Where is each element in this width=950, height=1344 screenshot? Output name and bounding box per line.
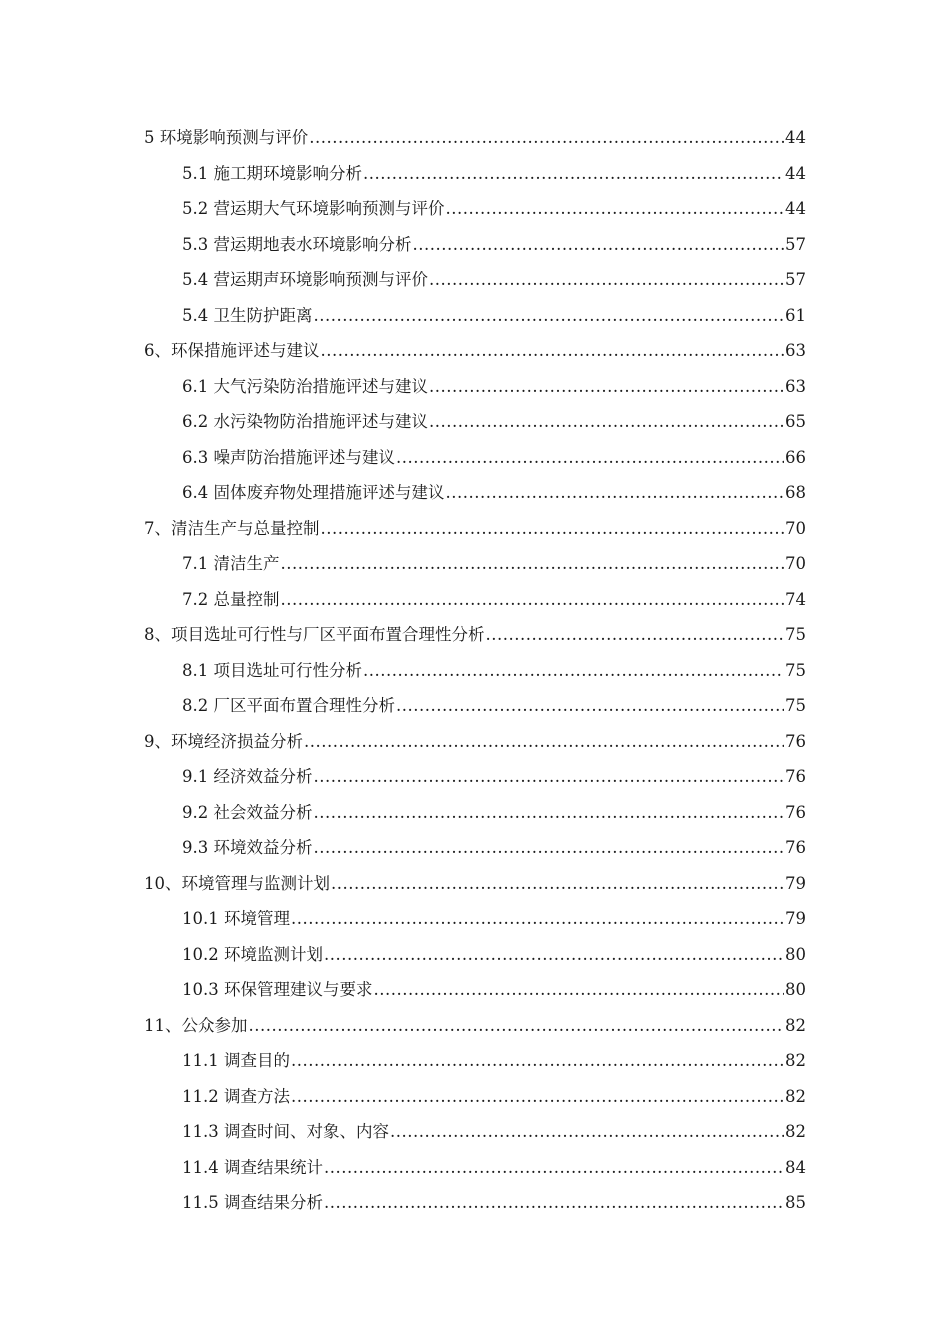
toc-entry-title: 9、环境经济损益分析 xyxy=(144,731,303,751)
toc-dot-leader xyxy=(396,440,784,476)
toc-entry-title: 5.4 营运期声环境影响预测与评价 xyxy=(182,270,428,289)
toc-entry-title: 6.3 噪声防治措施评述与建议 xyxy=(182,447,395,467)
toc-section-entry[interactable] xyxy=(144,1114,806,1150)
toc-entry-title: 11.2 调查方法 xyxy=(182,1086,290,1106)
toc-entry-title: 5.3 营运期地表水环境影响分析 xyxy=(182,234,412,254)
toc-dot-leader xyxy=(324,1185,784,1221)
toc-entry-title: 6.2 水污染物防治措施评述与建议 xyxy=(182,412,428,431)
toc-dot-leader xyxy=(486,617,785,653)
toc-dot-leader xyxy=(321,511,785,547)
toc-entry-title: 11.1 调查目的 xyxy=(182,1051,290,1070)
toc-entry-title: 8.2 厂区平面布置合理性分析 xyxy=(182,696,395,715)
toc-section-entry[interactable] xyxy=(144,369,806,405)
toc-dot-leader xyxy=(413,227,785,263)
toc-entry-title: 11、公众参加 xyxy=(144,1015,248,1035)
toc-dot-leader xyxy=(281,582,785,618)
toc-chapter-entry[interactable] xyxy=(144,866,806,902)
toc-dot-leader xyxy=(324,1150,784,1186)
toc-section-entry[interactable] xyxy=(144,582,806,618)
toc-dot-leader xyxy=(314,298,785,334)
toc-page-number: 82 xyxy=(785,1015,806,1035)
toc-page-number: 63 xyxy=(785,341,806,360)
toc-section-entry[interactable] xyxy=(144,404,806,440)
toc-entry-title: 7.2 总量控制 xyxy=(182,589,280,609)
toc-dot-leader xyxy=(321,333,785,369)
toc-dot-leader xyxy=(429,369,784,405)
toc-section-entry[interactable] xyxy=(144,191,806,227)
toc-dot-leader xyxy=(331,866,784,902)
toc-entry-title: 8、项目选址可行性与厂区平面布置合理性分析 xyxy=(144,625,485,644)
toc-page-number: 84 xyxy=(785,1157,806,1177)
toc-page-number: 61 xyxy=(785,305,806,325)
toc-entry-title: 10.1 环境管理 xyxy=(182,909,290,928)
toc-page-number: 82 xyxy=(785,1122,806,1141)
toc-page-number: 79 xyxy=(785,873,806,893)
toc-section-entry[interactable] xyxy=(144,759,806,795)
toc-page-number: 80 xyxy=(785,980,806,999)
toc-dot-leader xyxy=(446,475,785,511)
toc-page-number: 76 xyxy=(785,731,806,751)
toc-chapter-entry[interactable] xyxy=(144,511,806,547)
toc-section-entry[interactable] xyxy=(144,475,806,511)
toc-entry-title: 10.2 环境监测计划 xyxy=(182,944,323,964)
toc-section-entry[interactable] xyxy=(144,262,806,298)
table-of-contents xyxy=(144,120,806,1221)
toc-dot-leader xyxy=(324,937,784,973)
toc-section-entry[interactable] xyxy=(144,440,806,476)
toc-page-number: 75 xyxy=(785,660,806,680)
toc-dot-leader xyxy=(304,724,784,760)
toc-page-number: 68 xyxy=(785,483,806,502)
toc-section-entry[interactable] xyxy=(144,795,806,831)
toc-page-number: 70 xyxy=(785,554,806,573)
toc-dot-leader xyxy=(396,688,784,724)
toc-dot-leader xyxy=(314,795,785,831)
toc-page-number: 75 xyxy=(785,625,806,644)
toc-entry-title: 6、环保措施评述与建议 xyxy=(144,341,320,360)
toc-page-number: 44 xyxy=(785,163,806,183)
toc-page-number: 82 xyxy=(785,1051,806,1070)
toc-section-entry[interactable] xyxy=(144,937,806,973)
toc-dot-leader xyxy=(291,901,784,937)
toc-section-entry[interactable] xyxy=(144,1043,806,1079)
toc-entry-title: 7、清洁生产与总量控制 xyxy=(144,518,320,538)
toc-entry-title: 5.2 营运期大气环境影响预测与评价 xyxy=(182,199,445,218)
toc-page-number: 79 xyxy=(785,909,806,928)
toc-section-entry[interactable] xyxy=(144,1079,806,1115)
toc-page-number: 44 xyxy=(785,199,806,218)
toc-page-number: 57 xyxy=(785,234,806,254)
toc-page-number: 82 xyxy=(785,1086,806,1106)
toc-section-entry[interactable] xyxy=(144,227,806,263)
toc-dot-leader xyxy=(314,759,785,795)
toc-entry-title: 9.3 环境效益分析 xyxy=(182,838,313,857)
toc-entry-title: 11.5 调查结果分析 xyxy=(182,1193,323,1212)
toc-dot-leader xyxy=(363,156,784,192)
toc-dot-leader xyxy=(429,262,784,298)
toc-entry-title: 5.1 施工期环境影响分析 xyxy=(182,163,362,183)
toc-section-entry[interactable] xyxy=(144,546,806,582)
toc-entry-title: 5.4 卫生防护距离 xyxy=(182,305,313,325)
toc-page-number: 66 xyxy=(785,447,806,467)
toc-dot-leader xyxy=(314,830,785,866)
toc-section-entry[interactable] xyxy=(144,653,806,689)
toc-section-entry[interactable] xyxy=(144,688,806,724)
toc-dot-leader xyxy=(373,972,784,1008)
toc-entry-title: 11.3 调查时间、对象、内容 xyxy=(182,1122,389,1141)
toc-entry-title: 5 环境影响预测与评价 xyxy=(144,128,309,147)
toc-section-entry[interactable] xyxy=(144,1150,806,1186)
toc-section-entry[interactable] xyxy=(144,901,806,937)
toc-chapter-entry[interactable] xyxy=(144,724,806,760)
toc-page-number: 85 xyxy=(785,1193,806,1212)
toc-page-number: 76 xyxy=(785,767,806,786)
toc-entry-title: 6.1 大气污染防治措施评述与建议 xyxy=(182,376,428,396)
toc-dot-leader xyxy=(363,653,784,689)
toc-section-entry[interactable] xyxy=(144,1185,806,1221)
toc-page-number: 74 xyxy=(785,589,806,609)
toc-page-number: 76 xyxy=(785,838,806,857)
toc-chapter-entry[interactable] xyxy=(144,120,806,156)
toc-section-entry[interactable] xyxy=(144,830,806,866)
toc-entry-title: 10、环境管理与监测计划 xyxy=(144,873,330,893)
toc-chapter-entry[interactable] xyxy=(144,1008,806,1044)
toc-dot-leader xyxy=(309,120,784,156)
toc-section-entry[interactable] xyxy=(144,156,806,192)
toc-page-number: 44 xyxy=(785,128,806,147)
toc-entry-title: 8.1 项目选址可行性分析 xyxy=(182,660,362,680)
toc-page-number: 70 xyxy=(785,518,806,538)
toc-entry-title: 7.1 清洁生产 xyxy=(182,554,280,573)
toc-entry-title: 11.4 调查结果统计 xyxy=(182,1157,323,1177)
toc-chapter-entry[interactable] xyxy=(144,333,806,369)
toc-entry-title: 9.2 社会效益分析 xyxy=(182,802,313,822)
toc-page-number: 75 xyxy=(785,696,806,715)
toc-dot-leader xyxy=(281,546,785,582)
toc-page-number: 76 xyxy=(785,802,806,822)
toc-dot-leader xyxy=(249,1008,785,1044)
toc-dot-leader xyxy=(446,191,785,227)
toc-section-entry[interactable] xyxy=(144,972,806,1008)
toc-dot-leader xyxy=(291,1079,784,1115)
toc-chapter-entry[interactable] xyxy=(144,617,806,653)
toc-dot-leader xyxy=(390,1114,784,1150)
toc-dot-leader xyxy=(291,1043,784,1079)
toc-page-number: 57 xyxy=(785,270,806,289)
toc-page-number: 80 xyxy=(785,944,806,964)
toc-entry-title: 9.1 经济效益分析 xyxy=(182,767,313,786)
toc-entry-title: 10.3 环保管理建议与要求 xyxy=(182,980,373,999)
toc-page-number: 63 xyxy=(785,376,806,396)
toc-dot-leader xyxy=(429,404,784,440)
toc-page-number: 65 xyxy=(785,412,806,431)
toc-section-entry[interactable] xyxy=(144,298,806,334)
toc-entry-title: 6.4 固体废弃物处理措施评述与建议 xyxy=(182,483,445,502)
